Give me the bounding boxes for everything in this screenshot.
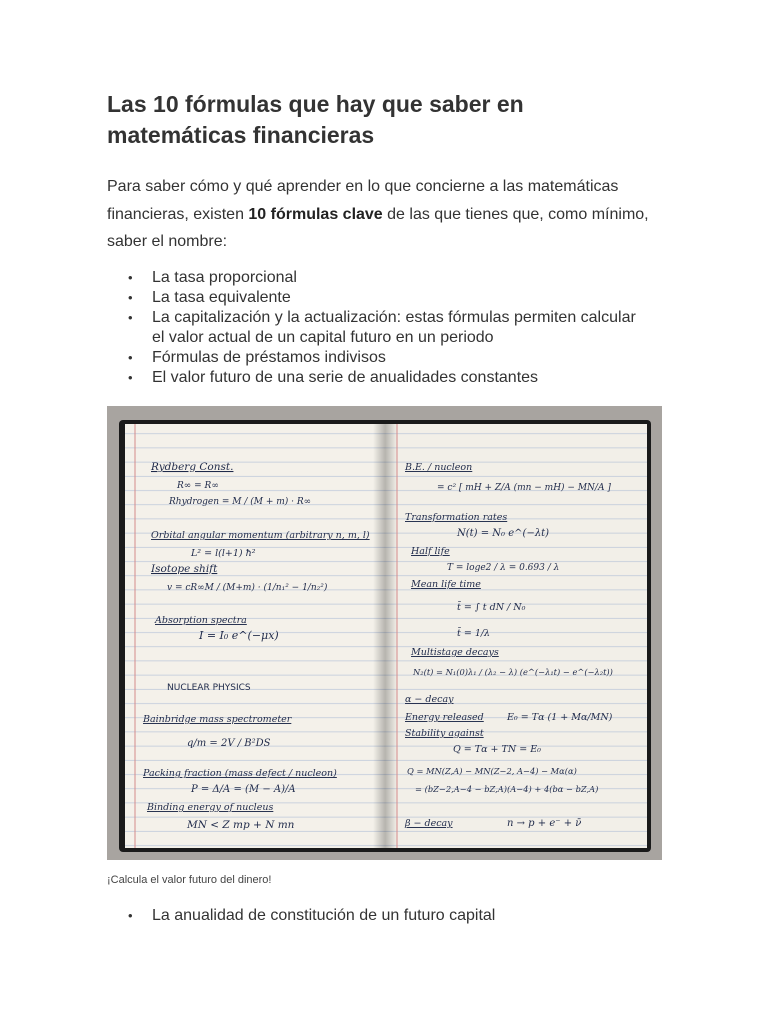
hw-absorption: Absorption spectra: [155, 615, 247, 626]
hw-orbital: Orbital angular momentum (arbitrary n, m, l): [151, 530, 370, 541]
hw-rydberg-eq2: Rhydrogen = M / (M + m) · R∞: [169, 497, 312, 507]
page-title: Las 10 fórmulas que hay que saber en matemáticas financieras: [107, 91, 524, 148]
hw-isotope-eq: v = cR∞M / (M+m) · (1/n₁² − 1/n₂²): [167, 583, 328, 593]
hw-energy: Energy released: [405, 712, 484, 723]
list-item: • La tasa equivalente: [107, 288, 647, 308]
hw-rydberg-eq1: R∞ = R∞: [177, 481, 219, 491]
hw-beta: β − decay: [405, 818, 453, 829]
hw-multistage-eq: N₂(t) = N₁(0)λ₁ / (λ₂ − λ) (e^(−λ₁t) − e^(−λ₂t)): [413, 667, 613, 677]
hw-absorption-eq: I = I₀ e^(−μx): [199, 629, 279, 642]
hw-stability: Stability against: [405, 728, 484, 739]
notebook-photo: [107, 406, 662, 860]
hw-nuclear-heading: NUCLEAR PHYSICS: [167, 683, 251, 693]
hw-orbital-eq: L² = l(l+1) ħ²: [191, 548, 256, 559]
hw-q-eq1: Q = MN(Z,A) − MN(Z−2, A−4) − Mα(α): [407, 766, 577, 776]
hw-meanlife: Mean life time: [411, 579, 481, 590]
hw-stability-eq: Q = Tα + TN = E₀: [453, 744, 541, 755]
list-item: • La tasa proporcional: [107, 268, 647, 288]
intro-text-2: de las que tienes que, como mínimo, saber el nombre:: [107, 205, 649, 250]
hw-transform: Transformation rates: [405, 512, 508, 523]
hw-be-eq: = c² [ mH + Z/A (mn − mH) − MN/A ]: [437, 483, 611, 493]
hw-alpha: α − decay: [405, 694, 454, 705]
hw-transform-eq: N(t) = N₀ e^(−λt): [457, 528, 550, 539]
hw-rydberg: Rydberg Const.: [151, 461, 234, 473]
hw-halflife-eq: T = loge2 / λ = 0.693 / λ: [447, 563, 560, 573]
hw-binding: Binding energy of nucleus: [147, 802, 274, 813]
hw-packing-eq: P = Δ/A = (M − A)/A: [191, 784, 296, 795]
hw-energy-eq: E₀ = Tα (1 + Mα/MN): [507, 712, 613, 723]
intro-paragraph: [107, 173, 667, 256]
formula-list-continued: [107, 906, 647, 926]
photo-caption: ¡Calcula el valor futuro del dinero!: [107, 874, 272, 886]
hw-be: B.E. / nucleon: [405, 462, 473, 473]
formula-list: [107, 268, 647, 388]
list-item: • La anualidad de constitución de un futuro capital: [107, 906, 647, 926]
hw-beta-eq: n → p + e⁻ + ν̄: [507, 818, 582, 829]
intro-bold-text: 10 fórmulas clave: [248, 205, 383, 223]
hw-meanlife-eq: t̄ = ∫ t dN / N₀: [457, 602, 526, 613]
hw-bainbridge-eq: q/m = 2V / B²DS: [187, 738, 271, 749]
hw-q-eq2: = (bZ−2,A−4 − bZ,A)(A−4) + 4(bα − bZ,A): [415, 784, 599, 794]
hw-binding-eq: MN < Z mp + N mn: [187, 819, 295, 831]
hw-packing: Packing fraction (mass defect / nucleon): [143, 768, 337, 779]
hw-halflife: Half life: [411, 546, 450, 557]
intro-text-1: Para saber cómo y qué aprender en lo que concierne a las matemáticas financieras, existen: [107, 178, 619, 223]
list-item: • La capitalización y la actualización: estas fórmulas permiten calcular el valor actual de un capital futuro en un periodo: [107, 308, 647, 348]
list-item: • Fórmulas de préstamos indivisos: [107, 348, 647, 368]
hw-isotope: Isotope shift: [151, 563, 218, 575]
hw-multistage: Multistage decays: [411, 647, 499, 658]
hw-meanlife-eq2: t̄ = 1/λ: [457, 628, 491, 639]
list-item: • El valor futuro de una serie de anualidades constantes: [107, 368, 647, 388]
hw-bainbridge: Bainbridge mass spectrometer: [143, 714, 292, 725]
